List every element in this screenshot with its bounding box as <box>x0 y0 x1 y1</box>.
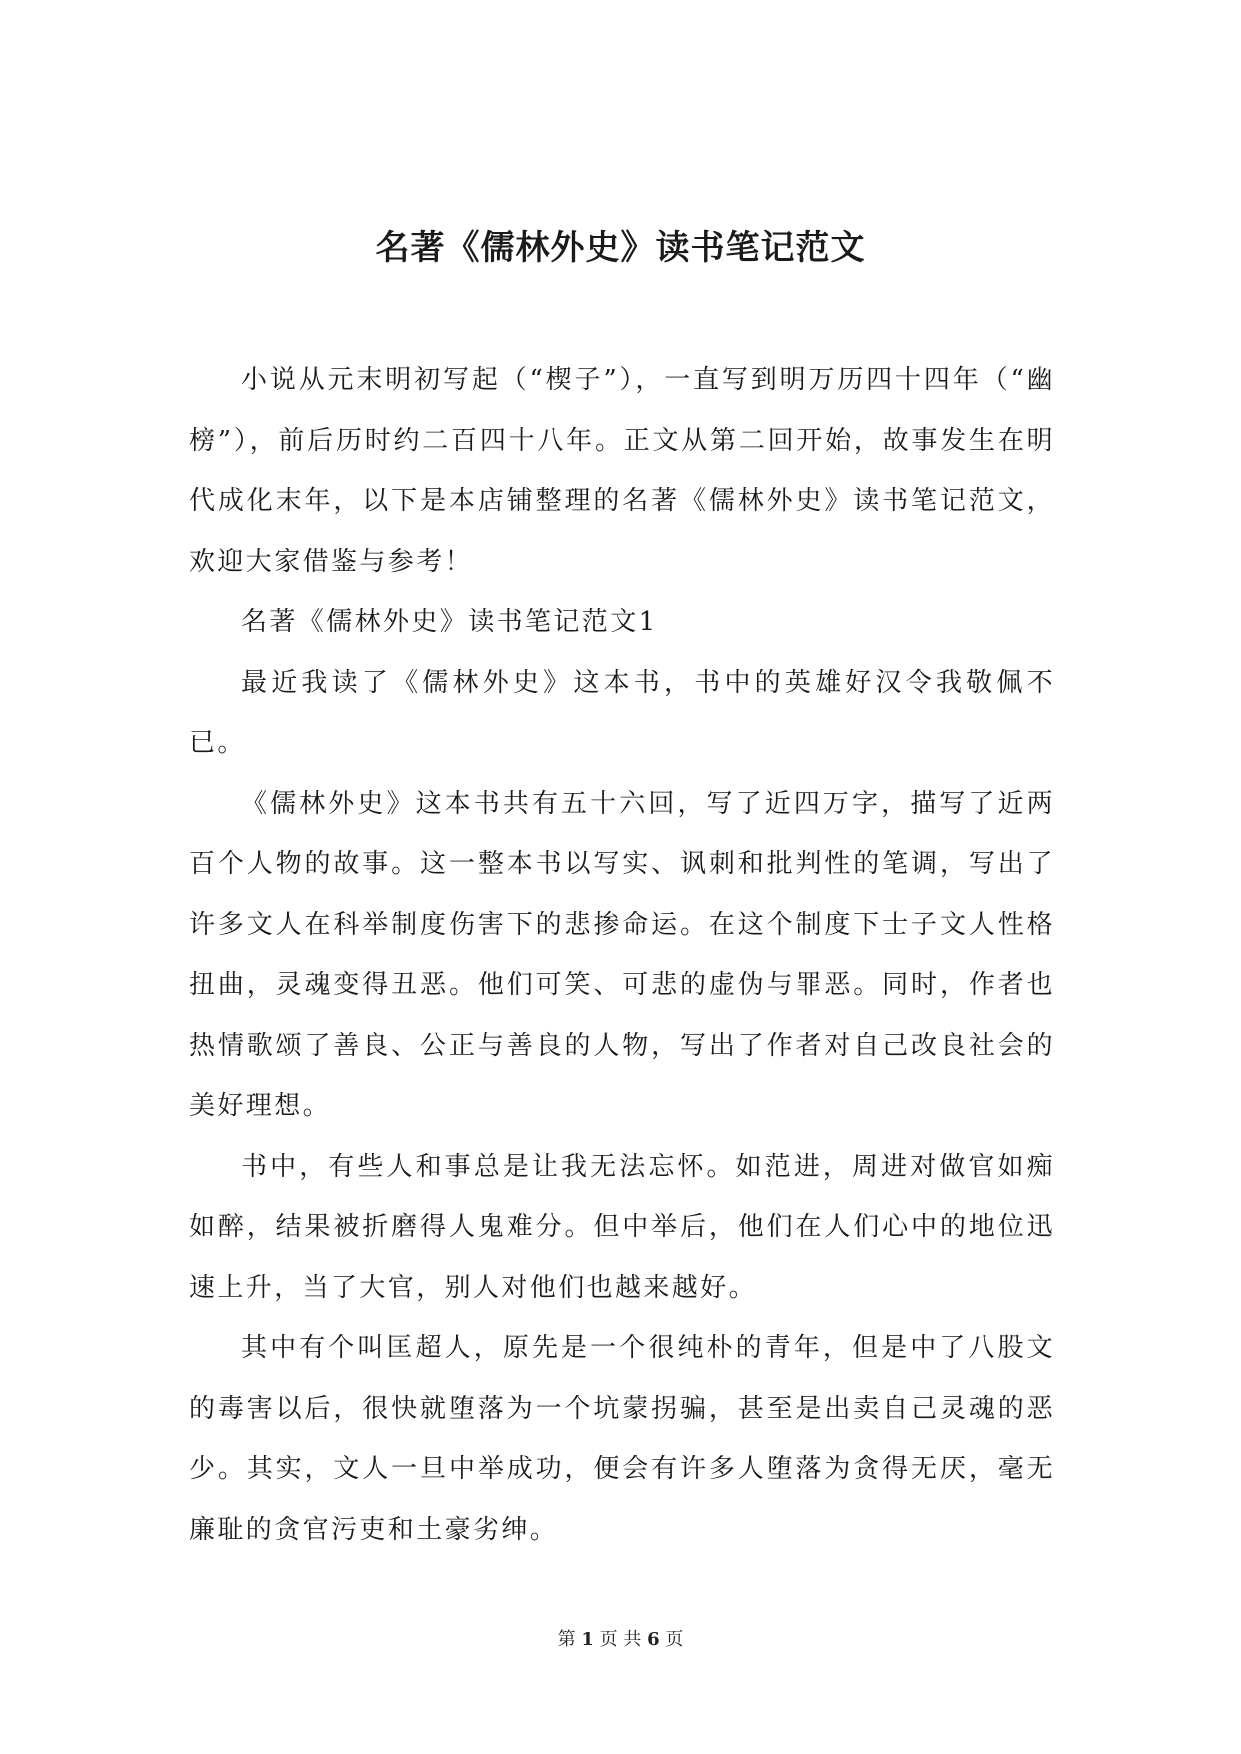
paragraph: 其中有个叫匡超人，原先是一个很纯朴的青年，但是中了八股文的毒害以后，很快就堕落为一个坑蒙拐骗，甚至是出卖自己灵魂的恶少。其实，文人一旦中举成功，便会有许多人堕落为贪得无厌，毫无廉耻的贪官污吏和土豪劣绅。 <box>189 1333 1055 1545</box>
paragraph: 最近我读了《儒林外史》这本书，书中的英雄好汉令我敬佩不已。 <box>189 667 1055 758</box>
document-body <box>189 350 1055 1560</box>
paragraph: 书中，有些人和事总是让我无法忘怀。如范进，周进对做官如痴如醉，结果被折磨得人鬼难分。但中举后，他们在人们心中的地位迅速上升，当了大官，别人对他们也越来越好。 <box>189 1151 1055 1303</box>
section-heading: 名著《儒林外史》读书笔记范文1 <box>241 607 658 637</box>
document-title: 名著《儒林外史》读书笔记范文 <box>375 228 866 268</box>
current-page-number: 1 <box>581 1629 594 1650</box>
footer-middle: 页 共 <box>599 1629 642 1650</box>
footer-suffix: 页 <box>665 1629 684 1650</box>
page-footer <box>0 1627 1241 1653</box>
total-page-count: 6 <box>647 1629 660 1650</box>
paragraph: 《儒林外史》这本书共有五十六回，写了近四万字，描写了近两百个人物的故事。这一整本书以写实、讽刺和批判性的笔调，写出了许多文人在科举制度伤害下的悲掺命运。在这个制度下士子文人性格扭曲，灵魂变得丑恶。他们可笑、可悲的虚伪与罪恶。同时，作者也热情歌颂了善良、公正与善良的人物，写出了作者对自己改良社会的美好理想。 <box>189 788 1055 1121</box>
paragraph-intro: 小说从元末明初写起（“楔子”），一直写到明万历四十四年（“幽榜”），前后历时约二百四十八年。正文从第二回开始，故事发生在明代成化末年，以下是本店铺整理的名著《儒林外史》读书笔记范文，欢迎大家借鉴与参考！ <box>189 365 1055 577</box>
footer-prefix: 第 <box>557 1629 576 1650</box>
